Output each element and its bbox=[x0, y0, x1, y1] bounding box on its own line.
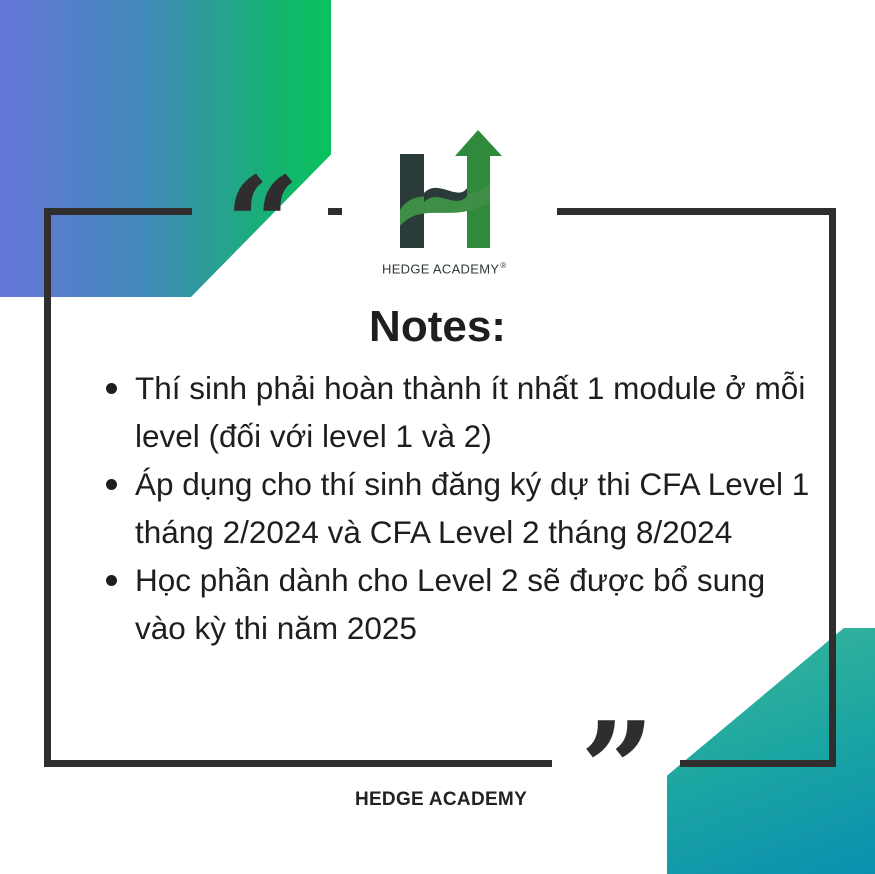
logo-wordmark-text: HEDGE ACADEMY bbox=[382, 261, 500, 277]
list-item bbox=[100, 364, 820, 460]
open-quote-mark: “ bbox=[225, 148, 288, 301]
list-item bbox=[100, 460, 820, 556]
frame-right-side bbox=[829, 208, 836, 767]
bullet-icon bbox=[106, 479, 117, 490]
close-quote-mark: ” bbox=[580, 693, 643, 846]
notes-list bbox=[100, 364, 820, 652]
registered-mark: ® bbox=[500, 261, 507, 270]
frame-top-left-segment bbox=[44, 208, 192, 215]
note-text: Áp dụng cho thí sinh đăng ký dự thi CFA Level 1 tháng 2/2024 và CFA Level 2 tháng 8/2024 bbox=[135, 466, 810, 550]
list-item bbox=[100, 556, 820, 652]
footer-brand-name: HEDGE ACADEMY bbox=[354, 789, 528, 810]
hedge-academy-logo-icon bbox=[398, 130, 503, 250]
note-text: Thí sinh phải hoàn thành ít nhất 1 module ở mỗi level (đối với level 1 và 2) bbox=[135, 370, 806, 454]
decorative-gradient-bottom-right bbox=[667, 628, 875, 874]
frame-left-side bbox=[44, 208, 51, 767]
frame-bottom-left-segment bbox=[44, 760, 552, 767]
notes-title: Notes: bbox=[369, 302, 506, 351]
frame-top-right-segment bbox=[557, 208, 836, 215]
frame-top-dash bbox=[328, 208, 342, 215]
note-text: Học phần dành cho Level 2 sẽ được bổ sung vào kỳ thi năm 2025 bbox=[135, 562, 766, 646]
frame-bottom-right-segment bbox=[680, 760, 836, 767]
bullet-icon bbox=[106, 383, 117, 394]
logo-wordmark bbox=[382, 261, 507, 276]
bullet-icon bbox=[106, 575, 117, 586]
